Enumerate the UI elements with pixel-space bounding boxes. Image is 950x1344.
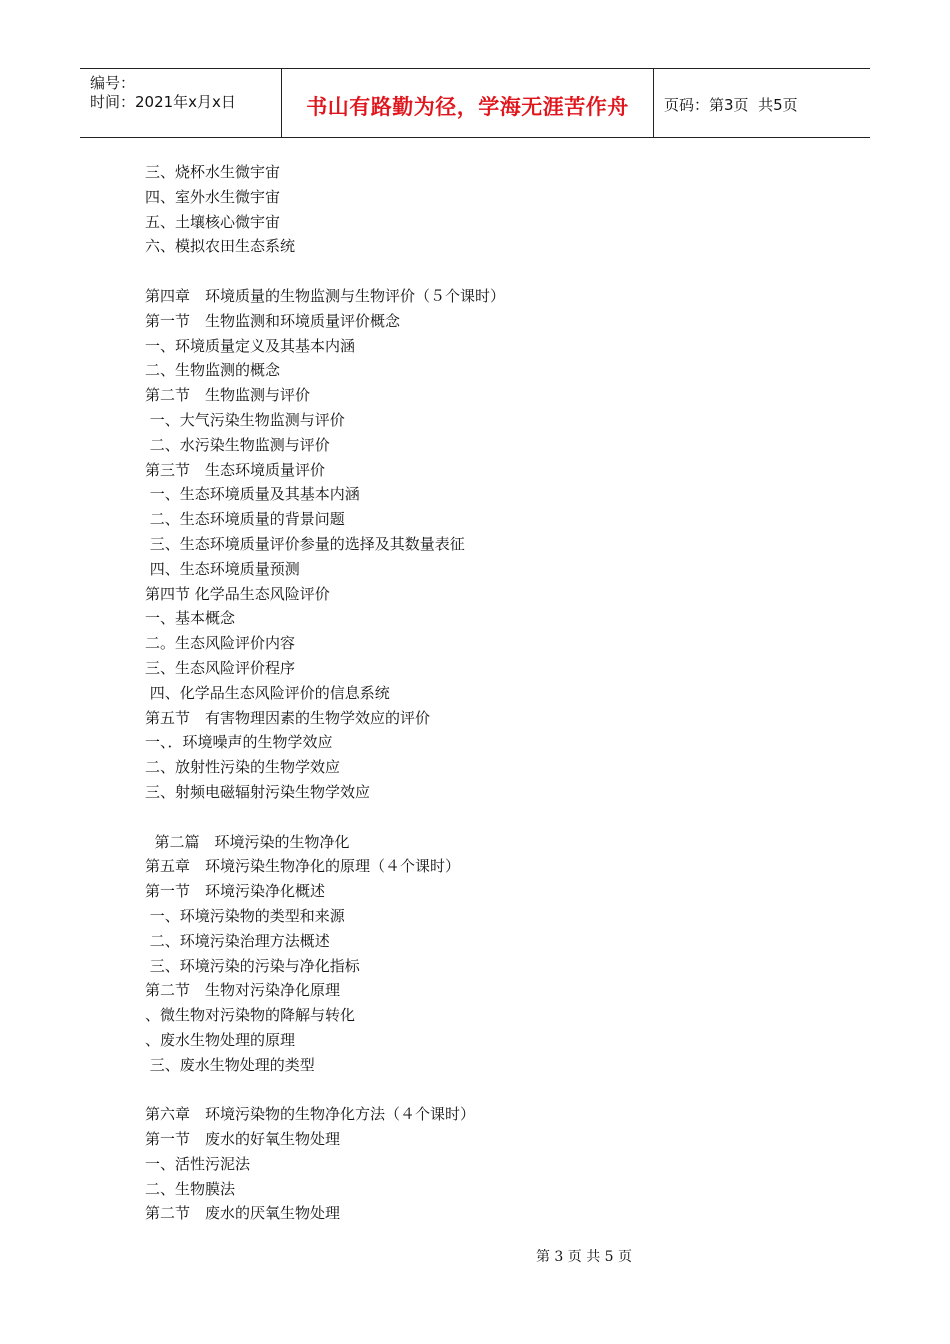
outline-line: 第一节 废水的好氧生物处理 (145, 1130, 341, 1149)
outline-line: 第五章 环境污染生物净化的原理（４个课时） (145, 857, 461, 876)
outline-line: 一、环境质量定义及其基本内涵 (145, 336, 356, 355)
outline-line: 第一节 生物监测和环境质量评价概念 (145, 311, 401, 330)
header-meta-cell (80, 69, 282, 137)
outline-line: 二、环境污染治理方法概述 (145, 931, 330, 950)
outline-line (145, 805, 845, 830)
outline-line: 二、水污染生物监测与评价 (145, 435, 330, 454)
outline-line (145, 259, 845, 284)
outline-line: 第五节 有害物理因素的生物学效应的评价 (145, 708, 431, 727)
outline-line: 三、生态风险评价程序 (145, 658, 296, 677)
outline-line: 四、生态环境质量预测 (145, 559, 300, 578)
outline-line: 二、生物监测的概念 (145, 361, 281, 380)
outline-line: 二、生态环境质量的背景问题 (145, 510, 345, 529)
outline-line: 、废水生物处理的原理 (145, 1030, 296, 1049)
page-header (80, 68, 870, 138)
outline-line: 三、废水生物处理的类型 (145, 1055, 315, 1074)
outline-line: 四、化学品生态风险评价的信息系统 (145, 683, 390, 702)
outline-line: 二。生态风险评价内容 (145, 634, 296, 653)
outline-line: 五、土壤核心微宇宙 (145, 212, 281, 231)
outline-line: 第二节 废水的厌氧生物处理 (145, 1204, 341, 1223)
header-page-cell (654, 69, 870, 137)
outline-line: 第二节 生物对污染净化原理 (145, 981, 341, 1000)
motto: 书山有路勤为径，学海无涯苦作舟 (306, 95, 629, 119)
outline-line: 二、放射性污染的生物学效应 (145, 758, 341, 777)
outline-line: 第六章 环境污染物的生物净化方法（４个课时） (145, 1105, 476, 1124)
outline-line: 六、模拟农田生态系统 (145, 237, 296, 256)
outline-body (145, 160, 845, 1226)
outline-line: 三、生态环境质量评价参量的选择及其数量表征 (145, 534, 465, 553)
outline-line: 三、射频电磁辐射污染生物学效应 (145, 782, 371, 801)
outline-line: 第四章 环境质量的生物监测与生物评价（５个课时） (145, 286, 506, 305)
outline-line: 三、烧杯水生微宇宙 (145, 163, 281, 181)
outline-line: 一、活性污泥法 (145, 1154, 251, 1173)
page-footer: 第 3 页 共 5 页 (535, 1249, 633, 1265)
outline-line: 、微生物对污染物的降解与转化 (145, 1006, 356, 1025)
outline-line (145, 1077, 845, 1102)
outline-line: 一、基本概念 (145, 609, 236, 628)
serial-label: 编号： (90, 74, 136, 92)
outline-line: 四、室外水生微宇宙 (145, 187, 281, 206)
date-line: 时间：2021年x月x日 (90, 93, 236, 111)
outline-line: 第三节 生态环境质量评价 (145, 460, 326, 479)
header-motto-cell (282, 69, 654, 137)
page-info: 页码：第3页 共5页 (664, 96, 798, 114)
outline-line: 一、大气污染生物监测与评价 (145, 410, 345, 429)
outline-line: 二、生物膜法 (145, 1179, 236, 1198)
outline-line: 一、环境污染物的类型和来源 (145, 906, 345, 925)
outline-line: 三、环境污染的污染与净化指标 (145, 956, 360, 975)
outline-line: 第一节 环境污染净化概述 (145, 882, 326, 901)
outline-line: 第二篇 环境污染的生物净化 (145, 832, 350, 851)
outline-line: 第四节 化学品生态风险评价 (145, 584, 330, 603)
outline-line: 第二节 生物监测与评价 (145, 386, 311, 405)
outline-line: 一、生态环境质量及其基本内涵 (145, 485, 360, 504)
outline-line: 一、．环境噪声的生物学效应 (145, 733, 333, 752)
